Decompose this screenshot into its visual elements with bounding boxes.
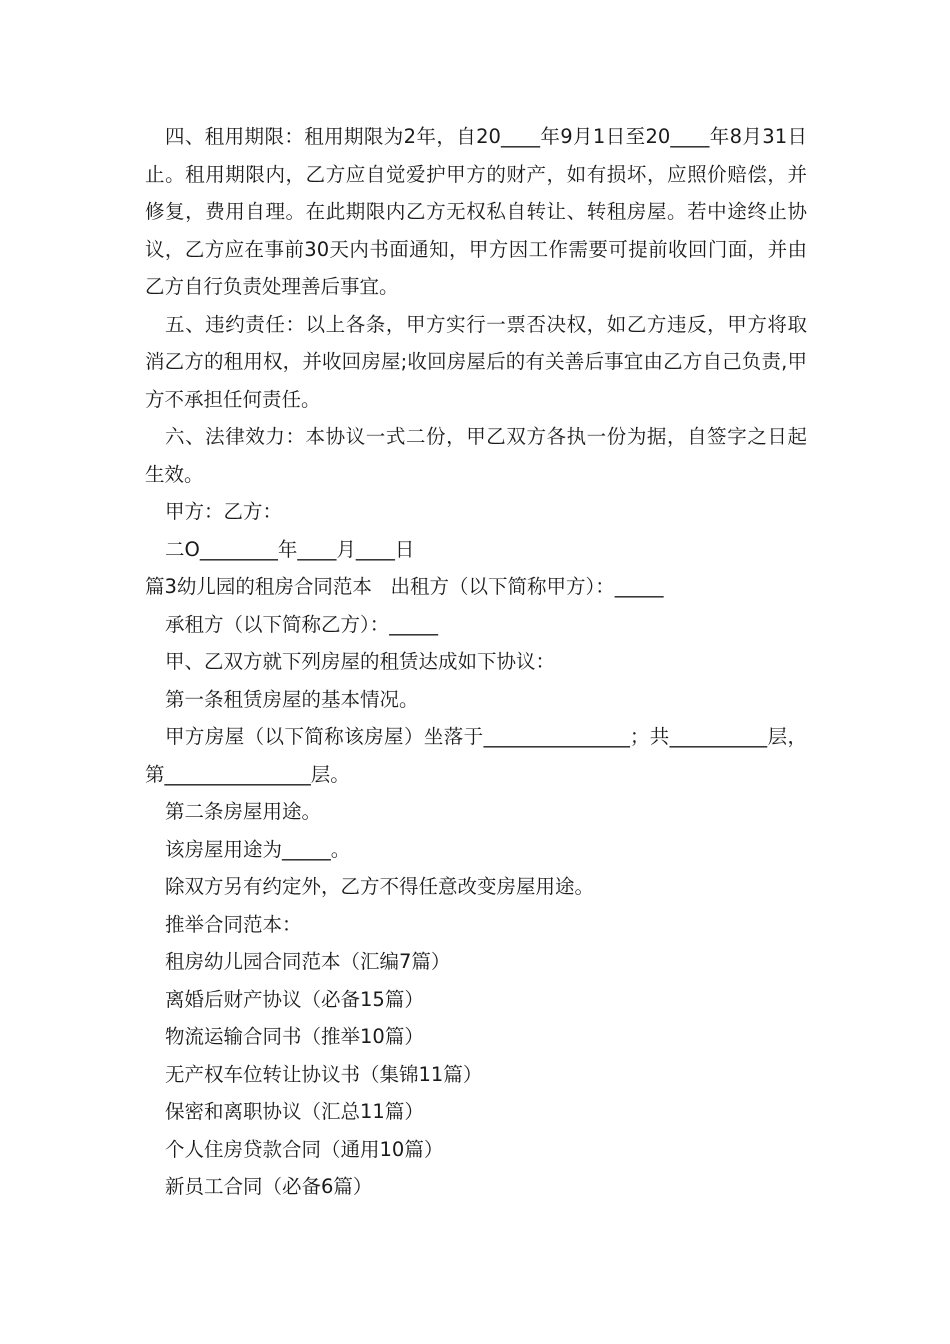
recommended-link-4[interactable]: 无产权车位转让协议书（集锦11篇） <box>165 1062 483 1086</box>
paragraph-breach-liability: 五、违约责任：以上各条，甲方实行一票否决权，如乙方违反，甲方将取消乙方的租用权，并收回房屋;收回房屋后的有关善后事宜由乙方自己负责,甲方不承担任何责任。 <box>145 312 807 411</box>
signature-parties-line: 甲方：乙方： <box>165 500 283 523</box>
recommended-link-6[interactable]: 个人住房贷款合同（通用10篇） <box>165 1137 444 1161</box>
document-body <box>145 118 807 1206</box>
recommended-link-3[interactable]: 物流运输合同书（推举10篇） <box>165 1025 424 1048</box>
paragraph-legal-effect: 六、法律效力：本协议一式二份，甲乙双方各执一份为据，自签字之日起生效。 <box>145 425 807 486</box>
paragraph-lessee: 承租方（以下简称乙方）：_____ <box>165 612 439 636</box>
recommended-heading: 推举合同范本： <box>165 912 302 936</box>
paragraph-house-use: 该房屋用途为_____。 <box>165 837 351 861</box>
recommended-link-5[interactable]: 保密和离职协议（汇总11篇） <box>165 1100 424 1123</box>
paragraph-house-location: 甲方房屋（以下简称该房屋）坐落于_______________；共__________层，第_______________层。 <box>145 725 807 786</box>
paragraph-lease-term: 四、租用期限：租用期限为2年，自20____年9月1日至20____年8月31日止。租用期限内，乙方应自觉爱护甲方的财产，如有损坏，应照价赔偿，并修复，费用自理。在此期限内乙方无权私自转让、转租房屋。若中途终止协议，乙方应在事前30天内书面通知，甲方因工作需要可提前收回门面，并由乙方自行负责处理善后事宜。 <box>145 125 807 298</box>
article-2-heading: 第二条房屋用途。 <box>165 800 322 823</box>
recommended-link-7[interactable]: 新员工合同（必备6篇） <box>165 1175 373 1198</box>
signature-date-line: 二O________年____月____日 <box>165 537 415 561</box>
paragraph-agreement-intro: 甲、乙双方就下列房屋的租赁达成如下协议： <box>165 650 556 673</box>
paragraph-use-restriction: 除双方另有约定外，乙方不得任意改变房屋用途。 <box>165 875 595 898</box>
article-1-heading: 第一条租赁房屋的基本情况。 <box>165 687 419 711</box>
section-heading-template-3: 篇3幼儿园的租房合同范本 出租方（以下简称甲方）：_____ <box>145 575 664 598</box>
recommended-link-1[interactable]: 租房幼儿园合同范本（汇编7篇） <box>165 950 451 973</box>
recommended-link-2[interactable]: 离婚后财产协议（必备15篇） <box>165 987 424 1011</box>
